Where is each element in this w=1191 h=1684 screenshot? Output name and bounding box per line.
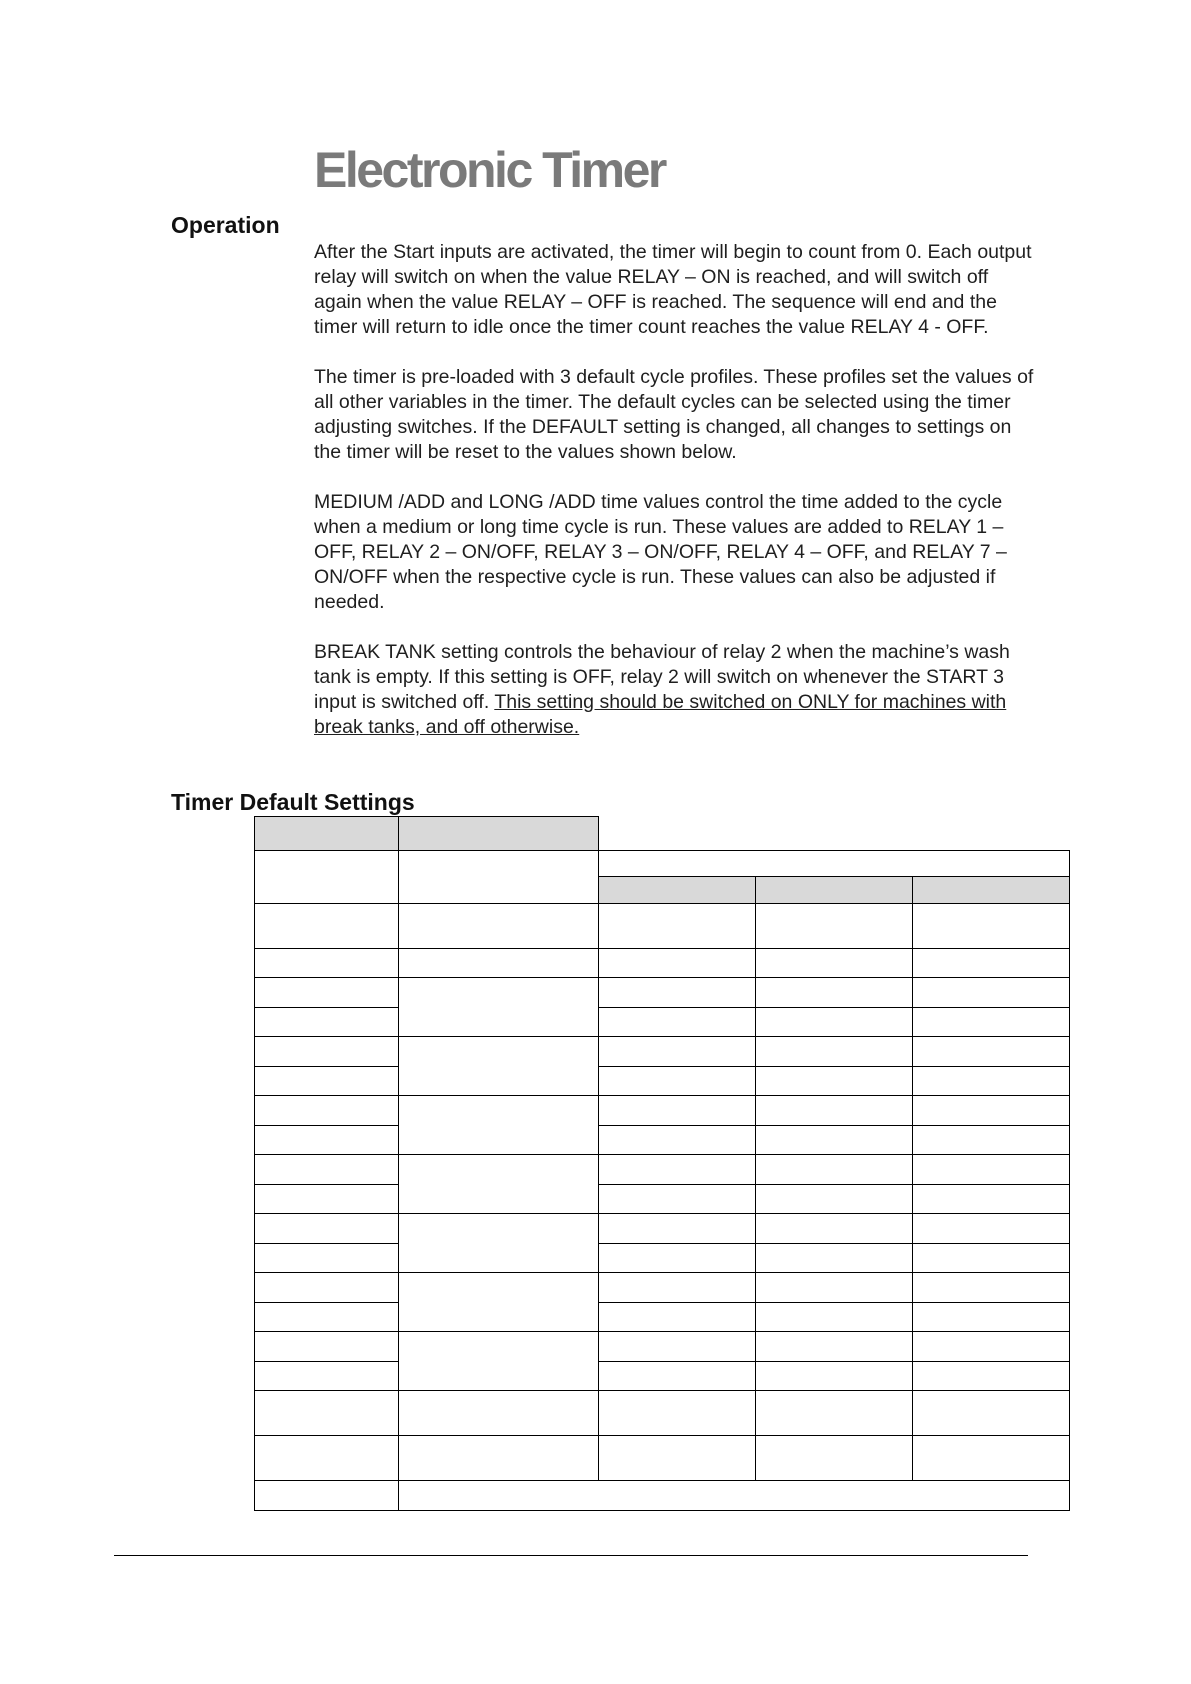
table-cell: [912, 1331, 1070, 1362]
table-cell: [598, 1125, 756, 1155]
table-cell: [254, 850, 399, 904]
table-cell: [254, 1213, 399, 1244]
operation-heading: Operation: [171, 212, 280, 238]
table-cell: [254, 1480, 399, 1511]
table-cell: [398, 1390, 599, 1436]
table-cell: [598, 1390, 756, 1436]
table-cell: [912, 1302, 1070, 1332]
table-cell: [755, 1435, 913, 1481]
table-cell: [254, 1066, 399, 1096]
table-cell: [398, 977, 599, 1037]
table-cell: [598, 903, 756, 949]
table-cell: [254, 1243, 399, 1273]
table-cell: [912, 903, 1070, 949]
operation-paragraph-profiles: The timer is pre-loaded with 3 default cycle profiles. These profiles set the values of all other variables in the timer. The default cycles can be selected using the timer adjusting switches. If the DEFAULT setting is changed, all changes to settings on the timer will be reset to the values shown below.: [314, 366, 1034, 463]
table-cell: [398, 1480, 1070, 1511]
table-cell: [755, 948, 913, 978]
table-cell: [254, 1390, 399, 1436]
table-cell: [398, 1036, 599, 1096]
table-cell: [254, 1435, 399, 1481]
table-cell: [755, 1272, 913, 1303]
table-cell: [254, 1007, 399, 1037]
table-cell: [912, 1243, 1070, 1273]
operation-paragraph-break-tank: [314, 640, 1034, 740]
table-cell: [912, 977, 1070, 1008]
table-cell: [254, 948, 399, 978]
table-cell: [598, 850, 1070, 877]
table-cell: [912, 1154, 1070, 1185]
operation-paragraph-add-times: MEDIUM /ADD and LONG /ADD time values control the time added to the cycle when a medium or long time cycle is run. These values are added to RELAY 1 – OFF, RELAY 2 – ON/OFF, RELAY 3 – ON/OFF, RELAY 4 – OFF, and RELAY 7 – ON/OFF when the respective cycle is run. These values can also be adjusted if needed.: [314, 491, 1007, 613]
table-cell: [398, 1331, 599, 1391]
table-cell: [598, 1154, 756, 1185]
operation-paragraph-start: After the Start inputs are activated, the timer will begin to count from 0. Each output relay will switch on when the value RELAY – ON is reached, and will switch off again when the value RELAY – OFF is reached. The sequence will end and the timer will return to idle once the timer count reaches the value RELAY 4 - OFF.: [314, 241, 1032, 338]
table-cell: [398, 1213, 599, 1273]
table-cell: [598, 1302, 756, 1332]
table-cell: [254, 977, 399, 1008]
table-cell: [598, 1095, 756, 1126]
table-cell: [755, 1154, 913, 1185]
table-cell: [254, 1154, 399, 1185]
table-cell: [912, 1390, 1070, 1436]
table-cell: [598, 948, 756, 978]
footer-divider: [114, 1555, 1028, 1556]
table-cell: [254, 1125, 399, 1155]
table-cell: [398, 1272, 599, 1332]
break-tank-text: BREAK TANK setting controls the behaviour of relay 2 when the machine’s wash tank is empty. If this setting is OFF, relay 2 will switch on whenever the START 3 input is switched off.: [314, 641, 1010, 713]
table-cell: [398, 816, 599, 851]
table-cell: [254, 1272, 399, 1303]
table-cell: [912, 1184, 1070, 1214]
table-cell: [755, 1390, 913, 1436]
table-cell: [598, 1007, 756, 1037]
table-cell: [755, 1361, 913, 1391]
table-cell: [755, 903, 913, 949]
table-cell: [755, 1243, 913, 1273]
table-cell: [398, 903, 599, 949]
table-cell: [398, 1435, 599, 1481]
table-cell: [912, 1435, 1070, 1481]
table-cell: [755, 1184, 913, 1214]
table-cell: [912, 1095, 1070, 1126]
table-cell: [254, 1036, 399, 1067]
table-cell: [598, 1331, 756, 1362]
table-cell: [755, 1213, 913, 1244]
table-cell: [254, 903, 399, 949]
table-cell: [254, 1331, 399, 1362]
table-cell: [398, 1095, 599, 1155]
table-cell: [598, 1435, 756, 1481]
table-cell: [254, 1095, 399, 1126]
table-cell: [755, 1007, 913, 1037]
table-cell: [254, 1361, 399, 1391]
table-cell: [912, 1272, 1070, 1303]
table-cell: [598, 977, 756, 1008]
table-cell: [598, 876, 756, 904]
table-cell: [755, 1095, 913, 1126]
table-cell: [598, 1243, 756, 1273]
table-cell: [912, 1007, 1070, 1037]
table-cell: [598, 1036, 756, 1067]
table-cell: [254, 816, 399, 851]
table-cell: [912, 1361, 1070, 1391]
table-cell: [755, 977, 913, 1008]
table-cell: [755, 1066, 913, 1096]
table-cell: [398, 850, 599, 904]
operation-text: [314, 240, 1034, 740]
table-cell: [912, 1036, 1070, 1067]
table-cell: [912, 948, 1070, 978]
table-cell: [912, 876, 1070, 904]
table-cell: [755, 1036, 913, 1067]
table-cell: [755, 1302, 913, 1332]
table-cell: [598, 1272, 756, 1303]
table-cell: [755, 1125, 913, 1155]
table-cell: [398, 948, 599, 978]
table-cell: [254, 1184, 399, 1214]
table-cell: [912, 1213, 1070, 1244]
table-cell: [598, 1361, 756, 1391]
break-tank-emphasis: This setting should be switched on ONLY for machines with break tanks, and off otherwise.: [314, 691, 1007, 738]
page-title: Electronic Timer: [314, 142, 665, 198]
table-cell: [912, 1125, 1070, 1155]
table-cell: [598, 1213, 756, 1244]
table-cell: [755, 1331, 913, 1362]
table-cell: [598, 1066, 756, 1096]
table-cell: [912, 1066, 1070, 1096]
table-cell: [398, 1154, 599, 1214]
table-cell: [598, 1184, 756, 1214]
timer-default-settings-heading: Timer Default Settings: [171, 789, 415, 815]
table-cell: [755, 876, 913, 904]
table-cell: [254, 1302, 399, 1332]
